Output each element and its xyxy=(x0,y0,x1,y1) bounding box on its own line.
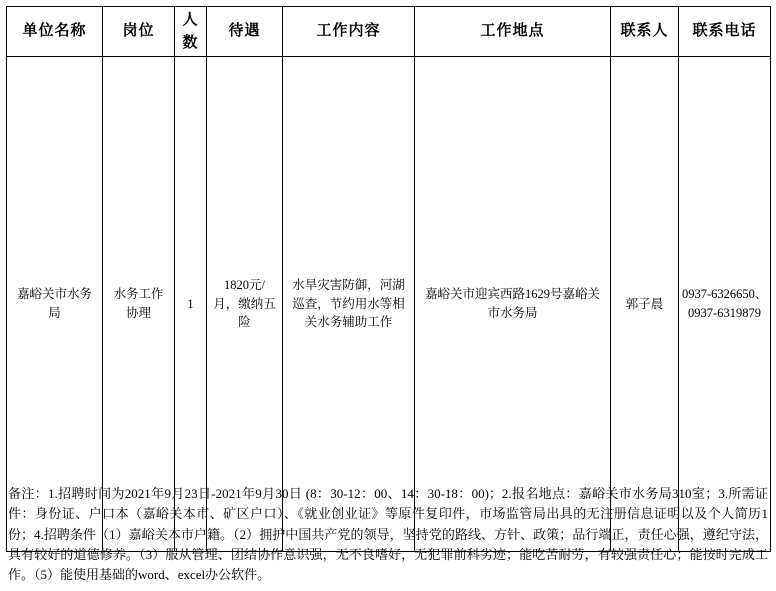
cell-phone xyxy=(679,57,771,552)
cell-content xyxy=(283,57,415,552)
column-header-count-char-2: 数 xyxy=(182,34,199,51)
cell-place xyxy=(415,57,611,552)
cell-post-text: 水务工作协理 xyxy=(113,287,164,320)
cell-phone-line-1: 0937-6326650、 xyxy=(682,287,768,302)
cell-contact-text: 郭子晨 xyxy=(625,296,664,311)
cell-place-text: 嘉峪关市迎宾西路1629号嘉峪关市水务局 xyxy=(424,287,600,320)
cell-post xyxy=(103,57,175,552)
cell-count xyxy=(175,57,207,552)
column-header-post: 岗位 xyxy=(103,7,175,57)
table-header-row xyxy=(7,7,771,57)
notes-text: 备注：1.招聘时间为2021年9月23日-2021年9月30日 (8：30-12：00、14：30-18：00)；2.报名地点：嘉峪关市水务局310室；3.所需证件：身份证、户口本（嘉峪关本市、矿区户口）、《就业创业证》等原件复印件，市场监管局出具的无注册信息证明以及个人简历1份；4.招聘条件（1）嘉峪关本市户籍。（2）拥护中国共产党的领导，坚持党的路线、方针、政策；品行端正，责任心强，遵纪守法，具有较好的道德修养。（3）服从管理、团结协作意识强，无不良嗜好，无犯罪前科劣迹；能吃苦耐劳，有较强责任心；能按时完成工作。（5）能使用基础的word、excel办公软件。 xyxy=(8,486,768,582)
column-header-count-char-1: 人 xyxy=(182,12,199,28)
notes-section xyxy=(8,484,768,585)
cell-contact xyxy=(611,57,679,552)
column-header-unit: 单位名称 xyxy=(7,7,103,57)
cell-content-text: 水旱灾害防御，河湖巡查，节约用水等相关水务辅助工作 xyxy=(292,277,405,330)
cell-unit-text: 嘉峪关市水务局 xyxy=(16,287,92,320)
cell-unit xyxy=(7,57,103,552)
job-table xyxy=(6,6,771,552)
cell-salary xyxy=(207,57,283,552)
column-header-contact: 联系人 xyxy=(611,7,679,57)
column-header-count xyxy=(175,7,207,57)
cell-salary-text: 1820元/月，缴纳五险 xyxy=(213,277,276,330)
cell-count-text: 1 xyxy=(187,296,194,311)
column-header-salary: 待遇 xyxy=(207,7,283,57)
column-header-phone: 联系电话 xyxy=(679,7,771,57)
table-row xyxy=(7,57,771,552)
cell-phone-line-2: 0937-6319879 xyxy=(688,306,761,320)
column-header-content: 工作内容 xyxy=(283,7,415,57)
column-header-place: 工作地点 xyxy=(415,7,611,57)
